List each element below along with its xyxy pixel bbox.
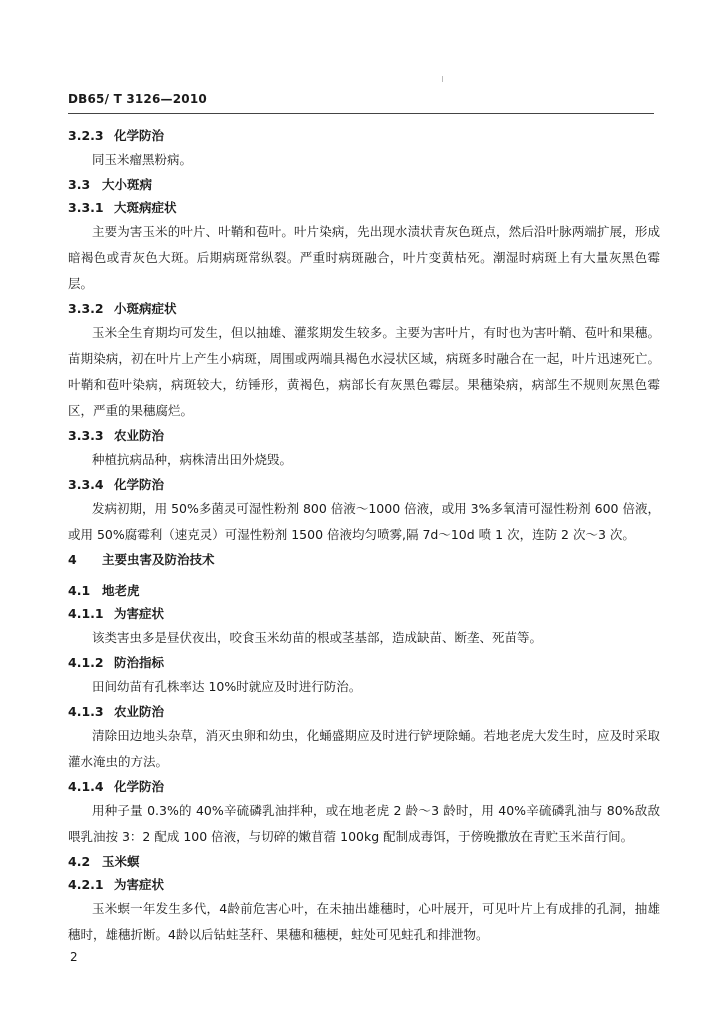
paragraph: 清除田边地头杂草，消灭虫卵和幼虫，化蛹盛期应及时进行铲埂除蛹。若地老虎大发生时，应及时采取灌水淹虫的方法。 xyxy=(68,728,660,769)
section-title: 化学防治 xyxy=(114,779,165,794)
section-number: 3.2.3 xyxy=(68,128,104,143)
section-number: 3.3.4 xyxy=(68,477,104,492)
paragraph: 种植抗病品种，病株清出田外烧毁。 xyxy=(92,452,293,467)
section-heading xyxy=(68,124,660,147)
section-number: 4.1.4 xyxy=(68,779,104,794)
section-title: 主要虫害及防治技术 xyxy=(102,552,215,567)
section-title: 化学防治 xyxy=(114,128,165,143)
section-heading xyxy=(68,297,660,320)
section-number: 4.2.1 xyxy=(68,877,104,892)
section-number: 4.1.3 xyxy=(68,704,104,719)
section-heading xyxy=(68,173,660,196)
paragraph: 田间幼苗有孔株率达 10%时就应及时进行防治。 xyxy=(92,679,362,694)
paragraph: 玉米螟一年发生多代，4龄前危害心叶，在未抽出雄穗时，心叶展开，可见叶片上有成排的孔洞，抽雄穗时，雄穗折断。4龄以后钻蛀茎秆、果穗和穗梗，蛀处可见蛀孔和排泄物。 xyxy=(68,901,660,942)
header-rule xyxy=(68,113,654,114)
doc-header: DB65/ T 3126—2010 xyxy=(68,92,207,106)
section-title: 小斑病症状 xyxy=(114,301,177,316)
document-body xyxy=(68,124,660,948)
section-heading xyxy=(68,700,660,723)
section-number: 4.1 xyxy=(68,583,91,598)
section-number: 3.3 xyxy=(68,177,91,192)
section-title: 玉米螟 xyxy=(102,854,140,869)
section-title: 化学防治 xyxy=(114,477,165,492)
paragraph: 玉米全生育期均可发生，但以抽雄、灌浆期发生较多。主要为害叶片，有时也为害叶鞘、苞叶和果穗。苗期染病，初在叶片上产生小病斑，周围或两端具褐色水浸状区域，病斑多时融合在一起，叶片迅速死亡。叶鞘和苞叶染病，病斑较大，纺锤形，黄褐色，病部长有灰黑色霉层。果穗染病，病部生不规则灰黑色霉区，严重的果穗腐烂。 xyxy=(68,325,660,418)
section-title: 大斑病症状 xyxy=(114,200,177,215)
section-heading xyxy=(68,775,660,798)
section-heading xyxy=(68,548,660,571)
section-heading xyxy=(68,850,660,873)
section-title: 农业防治 xyxy=(114,428,165,443)
section-title: 地老虎 xyxy=(102,583,140,598)
section-number: 3.3.3 xyxy=(68,428,104,443)
paragraph: 该类害虫多是昼伏夜出，咬食玉米幼苗的根或茎基部，造成缺苗、断垄、死苗等。 xyxy=(92,630,543,645)
section-number: 4.2 xyxy=(68,854,91,869)
section-title: 大小斑病 xyxy=(102,177,153,192)
section-title: 农业防治 xyxy=(114,704,165,719)
section-heading xyxy=(68,873,660,896)
section-heading xyxy=(68,424,660,447)
section-title: 为害症状 xyxy=(114,606,165,621)
scan-mark xyxy=(442,76,443,82)
section-number: 4.1.2 xyxy=(68,655,104,670)
section-heading xyxy=(68,196,660,219)
section-title: 为害症状 xyxy=(114,877,165,892)
paragraph: 同玉米瘤黑粉病。 xyxy=(92,152,193,167)
section-heading xyxy=(68,579,660,602)
section-heading xyxy=(68,602,660,625)
paragraph: 用种子量 0.3%的 40%辛硫磷乳油拌种，或在地老虎 2 龄～3 龄时，用 40%辛硫磷乳油与 80%敌敌喂乳油按 3：2 配成 100 倍液，与切碎的嫩苜蓿 100kg 配制成毒饵，于傍晚撒放在青贮玉米苗行间。 xyxy=(68,803,660,844)
section-number: 4 xyxy=(68,552,77,567)
section-heading xyxy=(68,473,660,496)
section-number: 4.1.1 xyxy=(68,606,104,621)
paragraph: 主要为害玉米的叶片、叶鞘和苞叶。叶片染病，先出现水渍状青灰色斑点，然后沿叶脉两端扩展，形成暗褐色或青灰色大斑。后期病斑常纵裂。严重时病斑融合，叶片变黄枯死。潮湿时病斑上有大量灰黑色霉层。 xyxy=(68,224,660,291)
section-number: 3.3.1 xyxy=(68,200,104,215)
page-number: 2 xyxy=(70,950,78,964)
section-heading xyxy=(68,651,660,674)
paragraph: 发病初期，用 50%多菌灵可湿性粉剂 800 倍液～1000 倍液，或用 3%多氧清可湿性粉剂 600 倍液，或用 50%腐霉利（速克灵）可湿性粉剂 1500 倍液均匀喷雾,隔 7d～10d 喷 1 次，连防 2 次～3 次。 xyxy=(68,501,660,542)
section-title: 防治指标 xyxy=(114,655,165,670)
section-number: 3.3.2 xyxy=(68,301,104,316)
